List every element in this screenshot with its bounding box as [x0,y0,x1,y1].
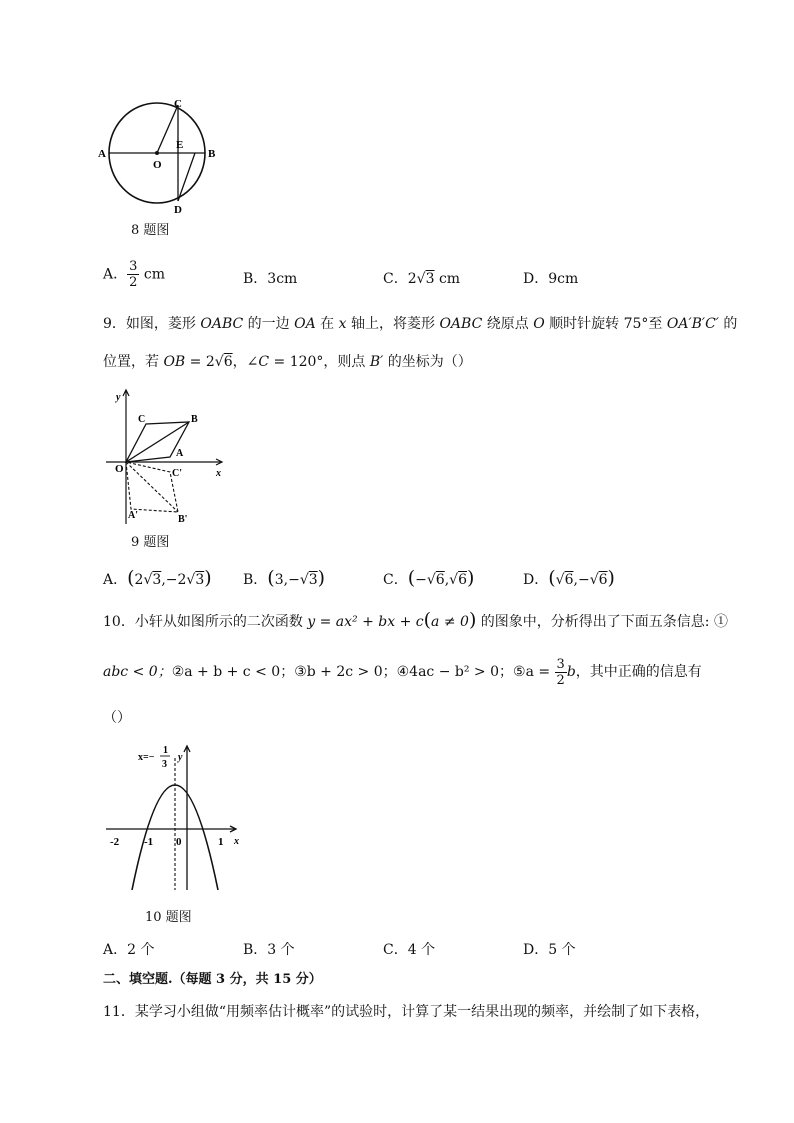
q8-circle-figure [98,96,220,216]
option-text: 3cm [267,271,298,287]
tick-one: 1 [218,836,224,848]
q9-option-c[interactable]: C．(−√6,√6) [383,567,475,589]
option-text: 9cm [548,271,579,287]
segment-OC [157,105,178,153]
label-C: C [174,98,182,110]
q10-caption: 10 题图 [145,910,192,925]
radicand: 3 [425,271,435,287]
q9-option-a[interactable]: A．(2√3,−2√3) [103,567,212,589]
label-D: D [174,204,182,216]
q10-option-b[interactable]: B．3 个 [243,942,295,958]
label-A1: A' [128,510,138,521]
q10-option-d[interactable]: D．5 个 [523,942,576,958]
q9-option-b[interactable]: B．(3,−√3) [243,567,326,589]
q10-option-a[interactable]: A．2 个 [103,942,155,958]
q9-caption: 9 题图 [131,535,170,550]
tick-m1: -1 [144,836,154,848]
q10-stem-line3: （） [103,710,131,726]
q10-parabola-figure [100,740,250,900]
symmetry-num: 1 [163,745,168,756]
symmetry-label: x=− [138,752,155,763]
q8-option-c[interactable]: C．2√3 cm [383,271,461,287]
q10-stem-line1: 10．小轩从如图所示的二次函数 y = ax² + bx + c(a ≠ 0) 的图象中，分析得出了下面五条信息: ① [103,609,728,631]
q8-caption: 8 题图 [131,223,170,238]
q9-rhombus-figure [100,384,240,526]
label-O: O [153,159,162,171]
q9-option-d[interactable]: D．(√6,−√6) [523,567,615,589]
option-letter: A． [103,266,128,283]
q10-option-c[interactable]: C．4 个 [383,942,436,958]
q9-stem-line2: 位置，若 OB = 2√6，∠C = 120°，则点 B′ 的坐标为（） [103,354,472,370]
label-x: x [234,836,239,847]
q10-stem-line2: abc < 0；②a + b + c < 0；③b + 2c > 0；④4ac − b² > 0；⑤a = $\frac{3}{2}$ b，其中正确的信息有 [103,656,702,688]
tick-zero: 0 [176,836,182,848]
q11-stem: 11．某学习小组做“用频率估计概率”的试验时，计算了某一结果出现的频率，并绘制了如下表格， [103,1004,710,1020]
q9-stem-line1: 9．如图，菱形 OABC 的一边 OA 在 x 轴上，将菱形 OABC 绕原点 O 顺时针旋转 75°至 OA′B′C′ 的 [103,316,738,332]
q8-option-b[interactable] [243,269,297,289]
label-y: y [116,392,121,403]
segment-BD [178,153,195,201]
section-heading: 二、填空题.（每题 3 分，共 15 分） [103,972,322,987]
option-letter: B． [243,271,268,287]
option-letter: C． [383,271,408,287]
label-C: C [138,414,146,425]
label-x: x [216,468,221,479]
fraction: $\frac{3}{2}$ [129,259,138,290]
q8-option-a[interactable] [103,259,165,299]
label-A: A [98,148,106,160]
diagonal-OB1 [126,462,178,512]
label-B1: B' [178,514,188,525]
function-equation: y = ax² + bx + c [307,614,424,630]
label-B: B [191,414,198,425]
q8-option-d[interactable] [523,269,578,289]
label-E: E [176,139,184,151]
option-letter: D． [523,271,549,287]
label-O: O [115,463,124,475]
label-A: A [176,448,184,459]
label-C1: C' [172,468,182,479]
unit: cm [438,271,461,287]
unit: cm [143,266,165,283]
label-B: B [208,148,216,160]
tick-m2: -2 [110,836,120,848]
label-y: y [178,752,183,763]
symmetry-den: 3 [162,759,167,770]
center-point [155,151,159,155]
